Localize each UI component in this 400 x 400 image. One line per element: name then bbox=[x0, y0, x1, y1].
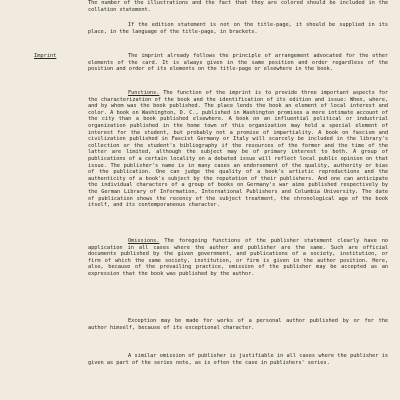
paragraph-imprint: The imprint already follows the principle of arrangement advocated for the other elements of the card. It is always given in the same position and order regardless of the position and order of its elements on the title-page or elsewhere in the book. bbox=[88, 53, 388, 73]
paragraph-functions bbox=[88, 90, 388, 209]
omissions-heading: Omissions. bbox=[128, 238, 160, 244]
paragraph-series-omission: A similar omission of publisher is justifiable in all cases where the publisher is given as part of the series note, as is often the case in publishers' series. bbox=[88, 353, 388, 366]
paragraph-edition: If the edition statement is not on the title-page, it should be supplied in its place, in the language of the title-page, in brackets. bbox=[88, 22, 388, 35]
paragraph-exception: Exception may be made for works of a personal author published by or for the author himself, because of its exceptional character. bbox=[88, 318, 388, 331]
functions-heading: Functions. bbox=[128, 90, 160, 96]
margin-heading-imprint: Imprint bbox=[34, 53, 57, 59]
omissions-body: The foregoing functions of the publisher statement clearly have no application in all cases where the author and publisher are the same. Such are official documents published by the given government, and publications of a society, institution, or firm of which the same society, institution, or firm is given in the author position. Here, also, because of the prevailing practice, omission of the publisher may be accepted as an expression that the book was published by the author. bbox=[88, 238, 388, 277]
functions-body: The function of the imprint is to provide three important aspects for the characterization of the book and the identification of its edition and issue: When, where, and by whom was the book published. The place lends the book an element of local interest and color. A book on Washington, D. C., published in Washington promises a more intimate account of the city than a book published elsewhere. A book on an influential political or industrial organization published in the home town of this organization may hold a special element of interest for the student, but probably not a promise of impartiality. A book on fascism and civilization published in Fascist Germany or Italy will scarcely be included in the library's collection or the student's bibliography if the resources of the former and the time of the latter are limited, although the subject may be of primary interest to both. A group of publications of a certain locality on a debated issue will reflect local public opinion on that issue. The publisher's name is in many cases an endorsement of the quality, authority or bias of the publication. One can judge the quality of a book's artistic reproductions and the authenticity of a book's subject by the reputation of their publishers. And one can anticipate the individual characters of a group of books on Germany's war aims published respectively by the German Library of Information, International Publishers and Columbia University. The date of publication shows the recency of the subject treatment, the chronological age of the book itself, and its contemporaneous character. bbox=[88, 90, 389, 209]
paragraph-collation: The number of the illustrations and the fact that they are colored should be included in the collation statement. bbox=[88, 0, 388, 13]
paragraph-omissions bbox=[88, 238, 388, 278]
